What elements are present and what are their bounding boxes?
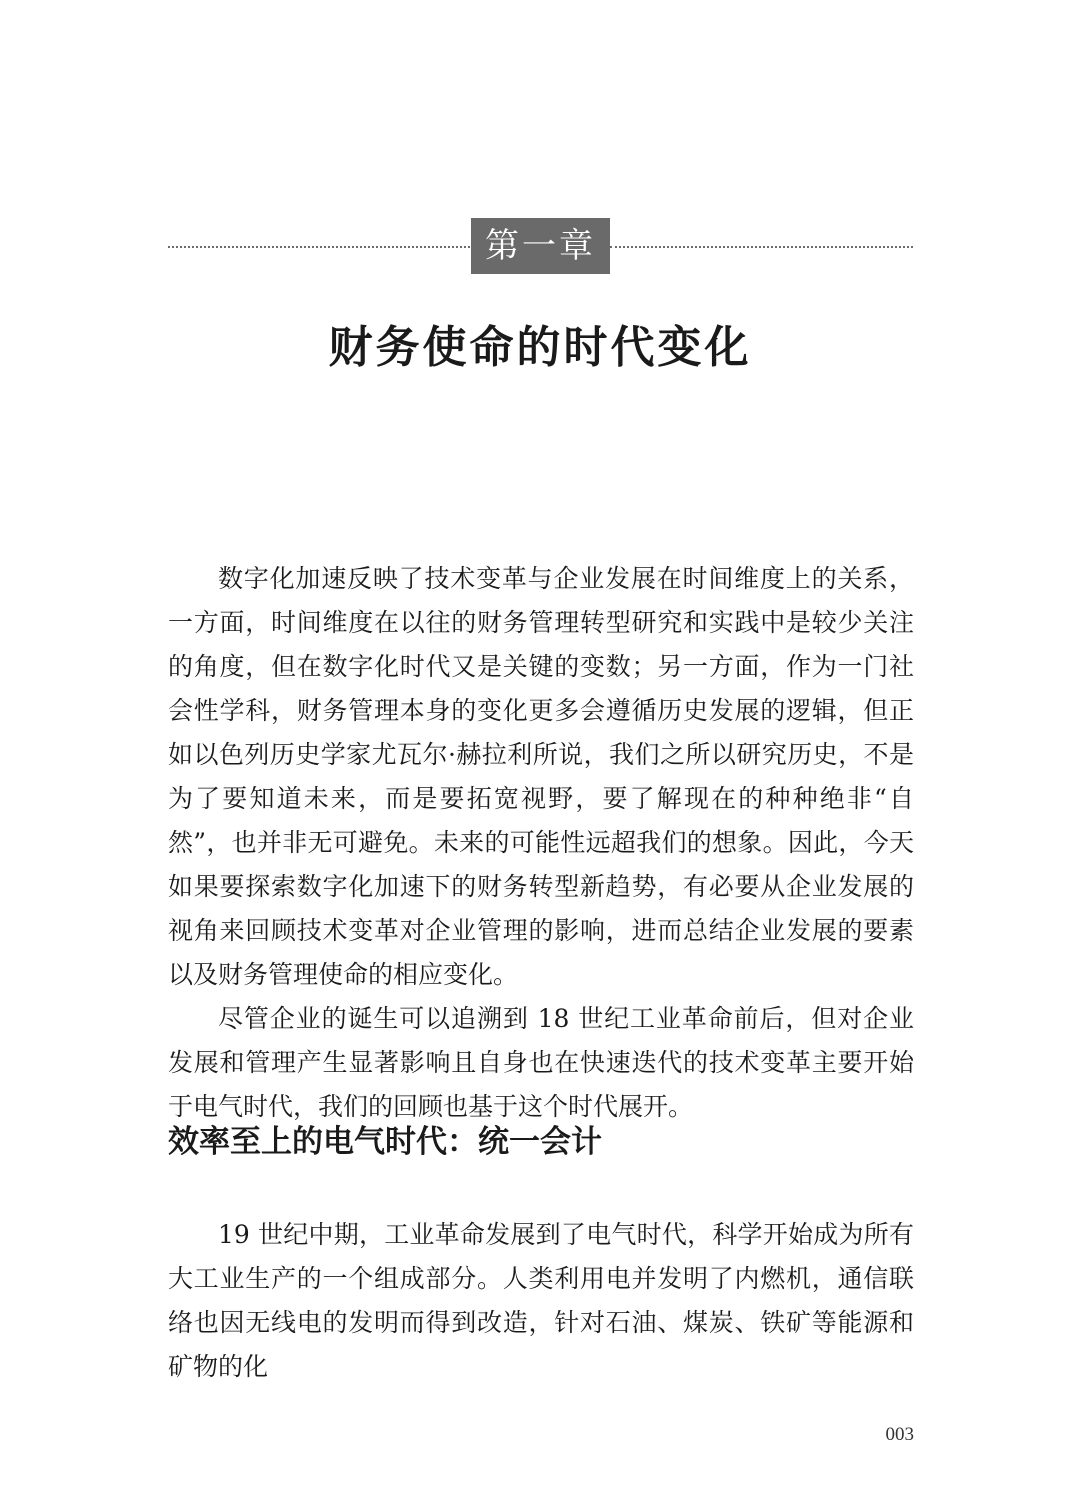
chapter-title: 财务使命的时代变化: [328, 322, 752, 373]
paragraph: 19 世纪中期，工业革命发展到了电气时代，科学开始成为所有大工业生产的一个组成部分。人类利用电并发明了内燃机，通信联络也因无线电的发明而得到改造，针对石油、煤炭、铁矿等能源和矿物的化: [168, 1220, 914, 1381]
section-text: [168, 1213, 914, 1389]
intro-text: [168, 557, 914, 1129]
chapter-divider-left: [168, 246, 470, 248]
chapter-divider-right: [610, 246, 913, 248]
section-heading: 效率至上的电气时代：统一会计: [168, 1124, 602, 1160]
paragraph: 尽管企业的诞生可以追溯到 18 世纪工业革命前后，但对企业发展和管理产生显著影响且自身也在快速迭代的技术变革主要开始于电气时代，我们的回顾也基于这个时代展开。: [168, 1004, 914, 1121]
page-number: 003: [885, 1424, 914, 1445]
chapter-label: 第一章: [471, 218, 610, 274]
paragraph: 数字化加速反映了技术变革与企业发展在时间维度上的关系，一方面，时间维度在以往的财务管理转型研究和实践中是较少关注的角度，但在数字化时代又是关键的变数；另一方面，作为一门社会性学科，财务管理本身的变化更多会遵循历史发展的逻辑，但正如以色列历史学家尤瓦尔·赫拉利所说，我们之所以研究历史，不是为了要知道未来，而是要拓宽视野，要了解现在的种种绝非“自然”，也并非无可避免。未来的可能性远超我们的想象。因此，今天如果要探索数字化加速下的财务转型新趋势，有必要从企业发展的视角来回顾技术变革对企业管理的影响，进而总结企业发展的要素以及财务管理使命的相应变化。: [168, 564, 914, 989]
